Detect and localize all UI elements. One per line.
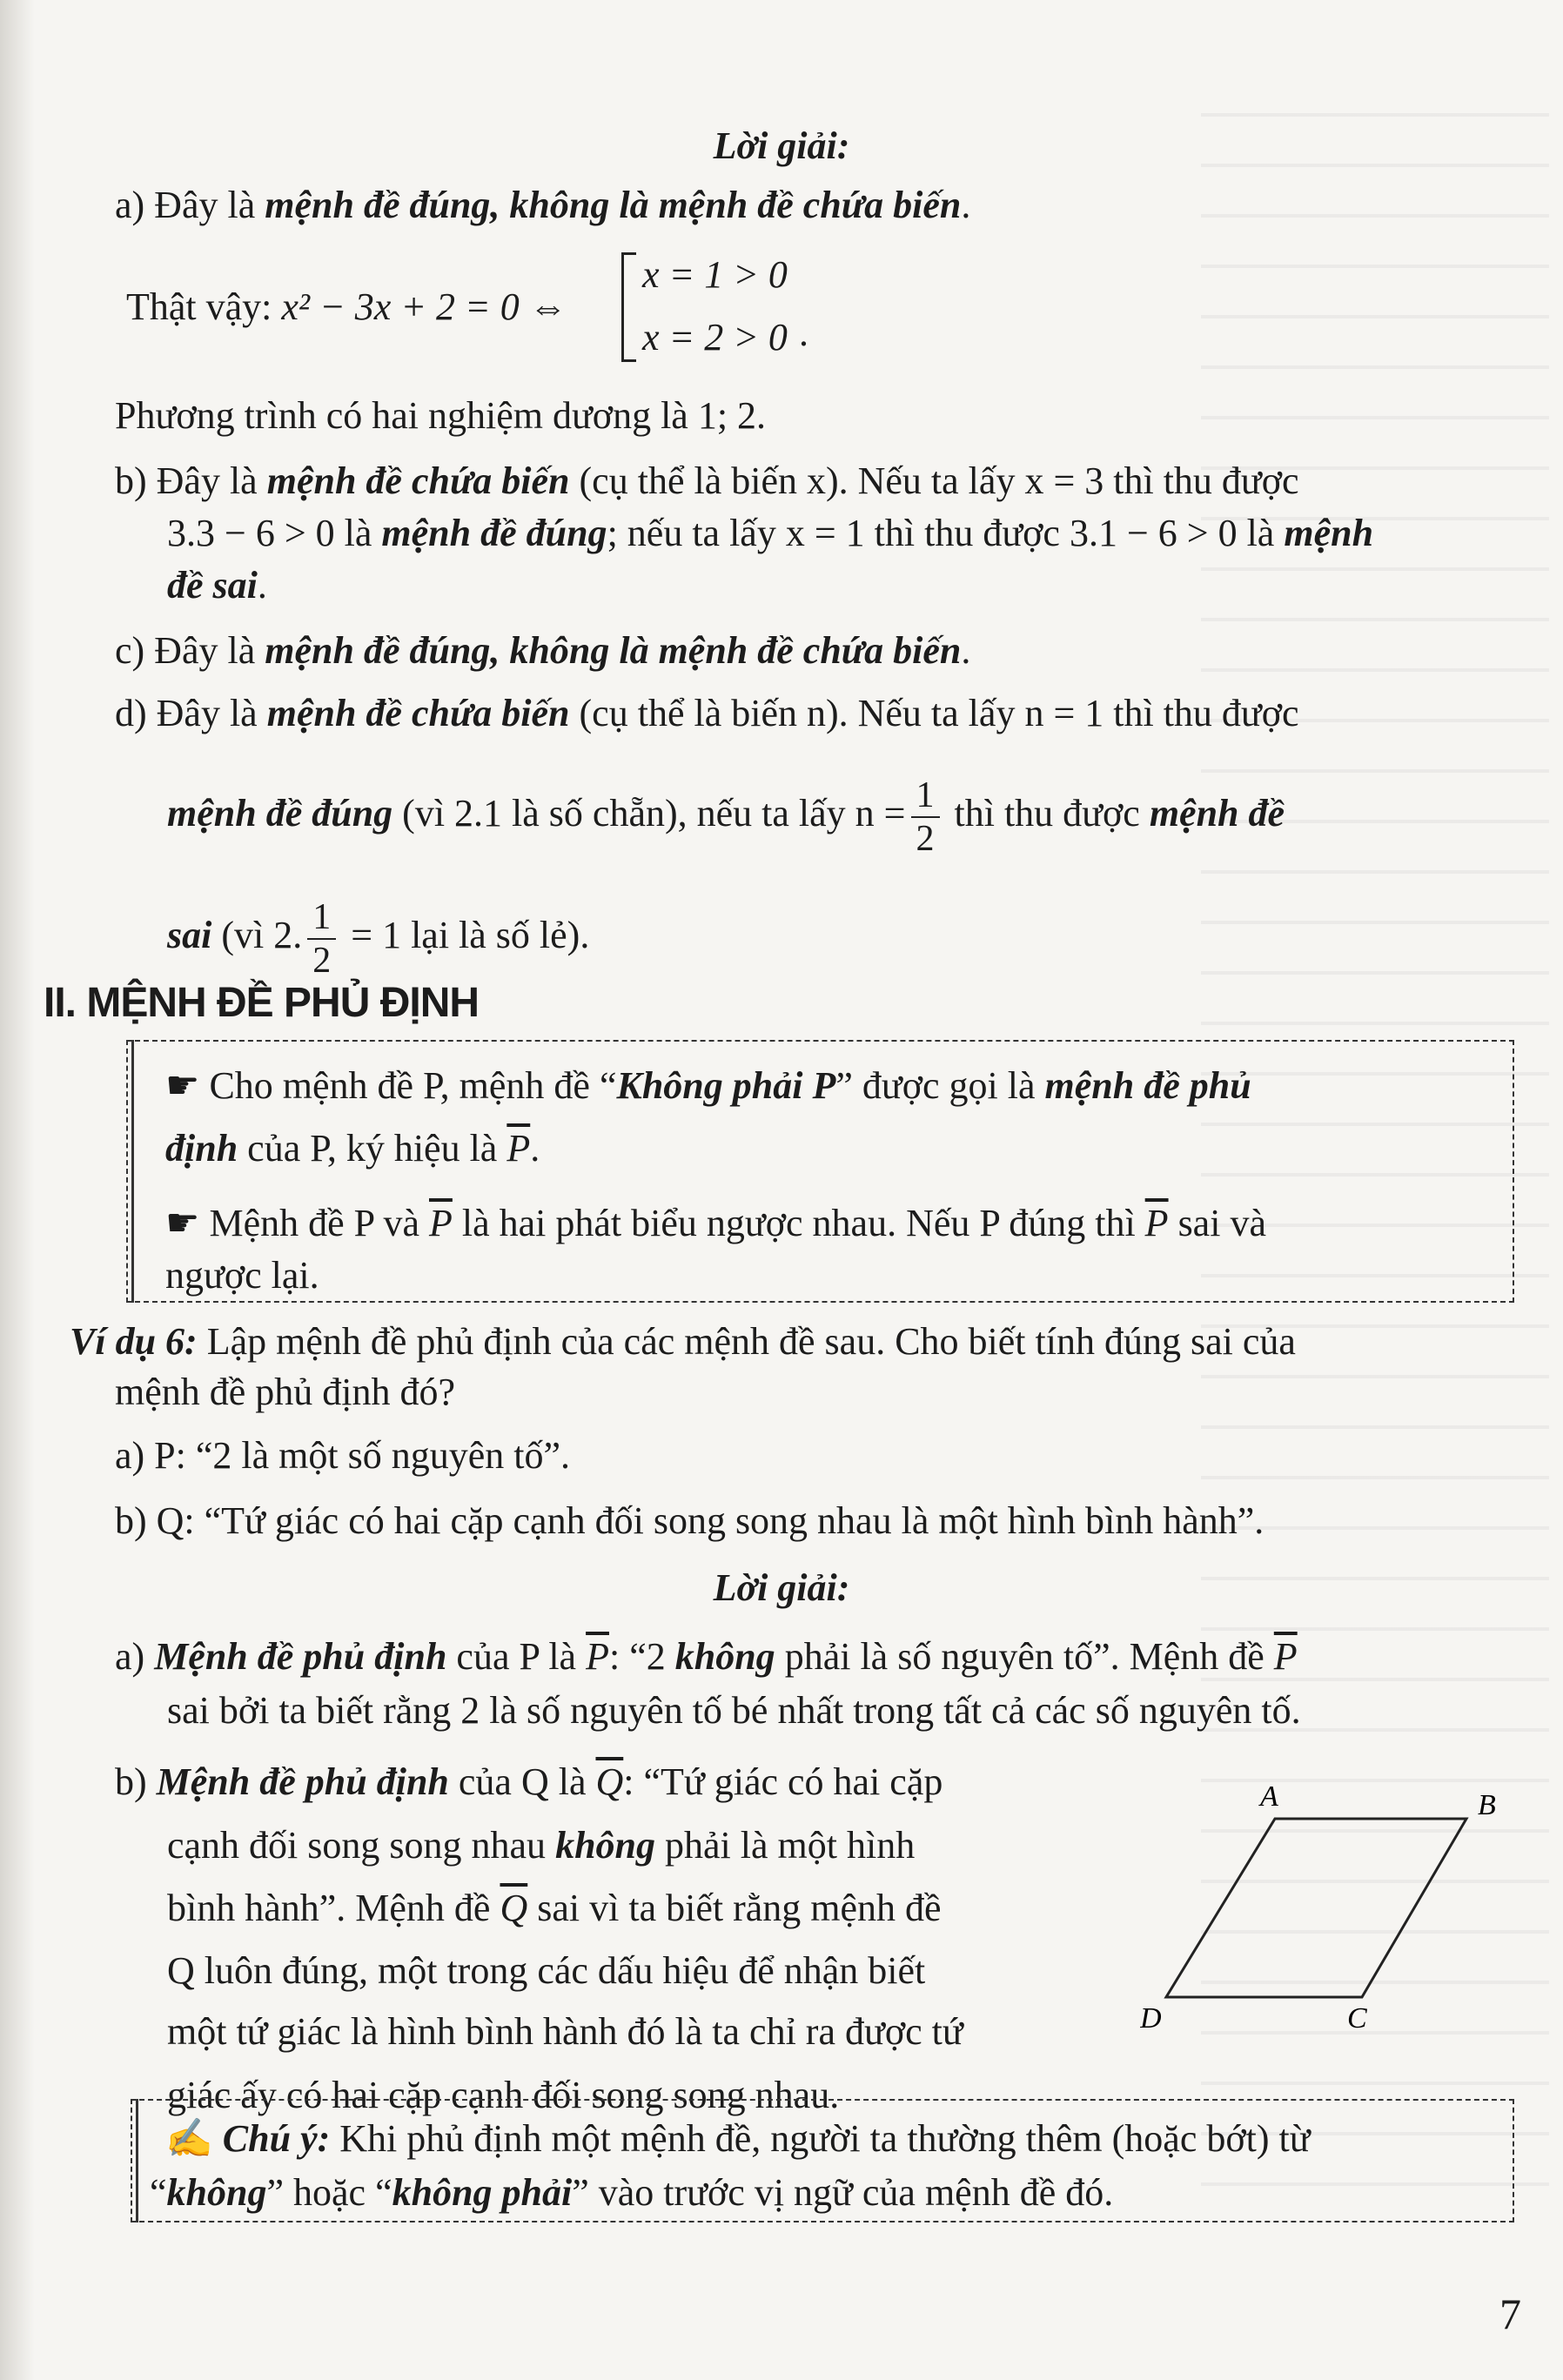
example-label: Ví dụ 6: xyxy=(70,1320,198,1363)
vertex-label-c: C xyxy=(1347,2002,1367,2032)
solution-d-line2 xyxy=(167,774,1285,860)
definition-line1 xyxy=(165,1062,1251,1110)
text: = 1 lại là số lẻ). xyxy=(341,914,590,957)
denominator: 2 xyxy=(916,819,935,859)
solution2-a-line1 xyxy=(115,1632,1298,1681)
text: : “Tứ giác có hai cặp xyxy=(623,1760,943,1803)
text: ☛ Mệnh đề P và xyxy=(165,1202,429,1244)
solution-d-line3 xyxy=(167,896,589,982)
text-bold: mệnh đề xyxy=(1149,792,1285,835)
text-bold: Không phải P xyxy=(616,1064,836,1107)
text-bold: không xyxy=(555,1824,656,1867)
vertex-label-b: B xyxy=(1478,1789,1496,1821)
text: của Q là xyxy=(448,1760,596,1803)
text-bold: không xyxy=(674,1635,775,1678)
proof-line xyxy=(126,283,567,332)
text: ; nếu ta lấy x = 1 thì thu được 3.1 − 6 > 0 là xyxy=(607,512,1285,554)
root-2: x = 2 > 0 xyxy=(642,316,788,359)
solution-title-2: Lời giải: xyxy=(713,1566,850,1609)
negation-symbol: $\overline{P}$ xyxy=(1273,1635,1298,1678)
negation-symbol: $\overline{P}$ xyxy=(429,1202,453,1244)
text: b) Đây là xyxy=(115,459,267,502)
negation-symbol: $\overline{P}$ xyxy=(586,1635,609,1678)
text: ☛ Cho mệnh đề P, mệnh đề “ xyxy=(165,1064,617,1107)
section-heading: II. MỆNH ĐỀ PHỦ ĐỊNH xyxy=(44,980,480,1026)
solution-b-line2 xyxy=(167,509,1373,558)
text-bold: mệnh đề phủ xyxy=(1044,1064,1251,1107)
fraction-one-half xyxy=(911,774,940,860)
solution-a xyxy=(115,181,970,230)
solution-b-line3 xyxy=(167,561,267,610)
text: cạnh đối song song nhau xyxy=(167,1824,556,1867)
text: a) Đây là xyxy=(115,184,265,226)
fraction-one-half xyxy=(307,896,336,982)
numerator: 1 xyxy=(307,896,336,940)
text: của P là xyxy=(446,1635,587,1678)
text: ” vào trước vị ngữ của mệnh đề đó. xyxy=(572,2171,1114,2214)
text: (vì 2.1 là số chẵn), nếu ta lấy n = xyxy=(392,792,906,835)
solution2-b-line6: giác ấy có hai cặp cạnh đối song song nhau. xyxy=(167,2074,840,2116)
parallelogram-shape xyxy=(1166,1819,1466,1997)
text: 3.3 − 6 > 0 là xyxy=(167,512,382,554)
text: . xyxy=(257,564,267,607)
numerator: 1 xyxy=(911,774,940,818)
text-bold: sai xyxy=(167,914,212,957)
solution2-a-line2: sai bởi ta biết rằng 2 là số nguyên tố bé nhất trong tất cả các số nguyên tố. xyxy=(167,1689,1301,1732)
denominator: 2 xyxy=(312,941,332,981)
solution-d-line1 xyxy=(115,689,1299,738)
definition-line3 xyxy=(165,1199,1266,1248)
solution2-b-line5: một tứ giác là hình bình hành đó là ta chỉ ra được tứ xyxy=(167,2010,963,2053)
text-bold: mệnh đề đúng, không là mệnh đề chứa biến xyxy=(265,184,962,226)
example-line2: mệnh đề phủ định đó? xyxy=(115,1371,456,1413)
vertex-label-d: D xyxy=(1140,2002,1162,2032)
negation-symbol: $\overline{Q}$ xyxy=(500,1887,528,1929)
roots-text: Phương trình có hai nghiệm dương là 1; 2. xyxy=(115,394,767,437)
text: Khi phủ định một mệnh đề, người ta thường thêm (hoặc bớt) từ xyxy=(330,2117,1311,2160)
parallelogram-figure xyxy=(1140,1771,1540,2032)
text: của P, ký hiệu là xyxy=(238,1127,507,1170)
system-bracket xyxy=(621,252,636,362)
text: . xyxy=(530,1127,540,1170)
text: bình hành”. Mệnh đề xyxy=(167,1887,500,1929)
text: thì thu được xyxy=(944,792,1150,835)
text: d) Đây là xyxy=(115,692,267,734)
text-bold: mệnh đề chứa biến xyxy=(266,692,570,734)
solution-b-line1 xyxy=(115,457,1299,506)
text: : “2 xyxy=(608,1635,675,1678)
text: a) xyxy=(115,1635,155,1678)
negation-symbol: $\overline{Q}$ xyxy=(595,1760,624,1803)
text: c) Đây là xyxy=(115,629,265,672)
text: (vì 2. xyxy=(211,914,303,957)
text: ” hoặc “ xyxy=(266,2171,392,2214)
text-bold: định xyxy=(165,1127,238,1170)
page-spine-shadow xyxy=(0,0,35,2380)
root-1: x = 1 > 0 xyxy=(642,253,788,296)
text: phải là số nguyên tố”. Mệnh đề xyxy=(775,1635,1274,1678)
text-bold: Mệnh đề phủ định xyxy=(156,1760,449,1803)
example-b: b) Q: “Tứ giác có hai cặp cạnh đối song song nhau là một hình bình hành”. xyxy=(115,1499,1264,1542)
solution-title: Lời giải: xyxy=(713,124,850,167)
solution2-b-line2 xyxy=(167,1821,915,1870)
note-line1 xyxy=(165,2115,1311,2163)
note-line2 xyxy=(150,2169,1113,2217)
text: Thật vậy: xyxy=(126,285,282,328)
text: ” được gọi là xyxy=(835,1064,1045,1107)
text-bold: mệnh đề chứa biến xyxy=(266,459,570,502)
text-bold: Mệnh đề phủ định xyxy=(154,1635,447,1678)
text-bold: đề sai xyxy=(167,564,258,607)
proof-period: . xyxy=(799,312,808,354)
equation: x² − 3x + 2 = 0 ⇔ xyxy=(281,285,567,328)
solution2-b-line4: Q luôn đúng, một trong các dấu hiệu để nhận biết xyxy=(167,1949,926,1992)
text-bold: không xyxy=(166,2171,267,2214)
vertex-label-a: A xyxy=(1260,1780,1278,1813)
example-line1 xyxy=(70,1317,1296,1366)
text: (cụ thể là biến x). Nếu ta lấy x = 3 thì thu được xyxy=(569,459,1299,502)
page-number: 7 xyxy=(1499,2289,1521,2338)
negation-symbol: $\overline{P}$ xyxy=(506,1127,531,1170)
text: Lập mệnh đề phủ định của các mệnh đề sau. Cho biết tính đúng sai của xyxy=(197,1320,1296,1363)
text-bold: không phải xyxy=(392,2171,573,2214)
definition-line4: ngược lại. xyxy=(165,1254,319,1297)
text: phải là một hình xyxy=(655,1824,916,1867)
example-a: a) P: “2 là một số nguyên tố”. xyxy=(115,1434,571,1477)
solution2-b-line3 xyxy=(167,1884,942,1933)
definition-line2 xyxy=(165,1124,540,1173)
note-label: Chú ý: xyxy=(212,2117,331,2160)
text: “ xyxy=(150,2171,167,2214)
text: (cụ thể là biến n). Nếu ta lấy n = 1 thì thu được xyxy=(569,692,1299,734)
text: b) xyxy=(115,1760,157,1803)
solution2-b-line1 xyxy=(115,1758,942,1807)
text: . xyxy=(961,184,971,226)
text-bold: mệnh đề đúng xyxy=(381,512,607,554)
text-bold: mệnh xyxy=(1284,512,1374,554)
text-bold: mệnh đề đúng, không là mệnh đề chứa biến xyxy=(265,629,962,672)
writing-hand-icon: ✍ xyxy=(165,2117,213,2160)
solution-c xyxy=(115,627,970,675)
text: sai và xyxy=(1168,1202,1266,1244)
text: sai vì ta biết rằng mệnh đề xyxy=(527,1887,942,1929)
text: là hai phát biểu ngược nhau. Nếu P đúng thì xyxy=(452,1202,1145,1244)
text-bold: mệnh đề đúng xyxy=(167,792,393,835)
negation-symbol: $\overline{P}$ xyxy=(1144,1202,1169,1244)
text: . xyxy=(961,629,971,672)
